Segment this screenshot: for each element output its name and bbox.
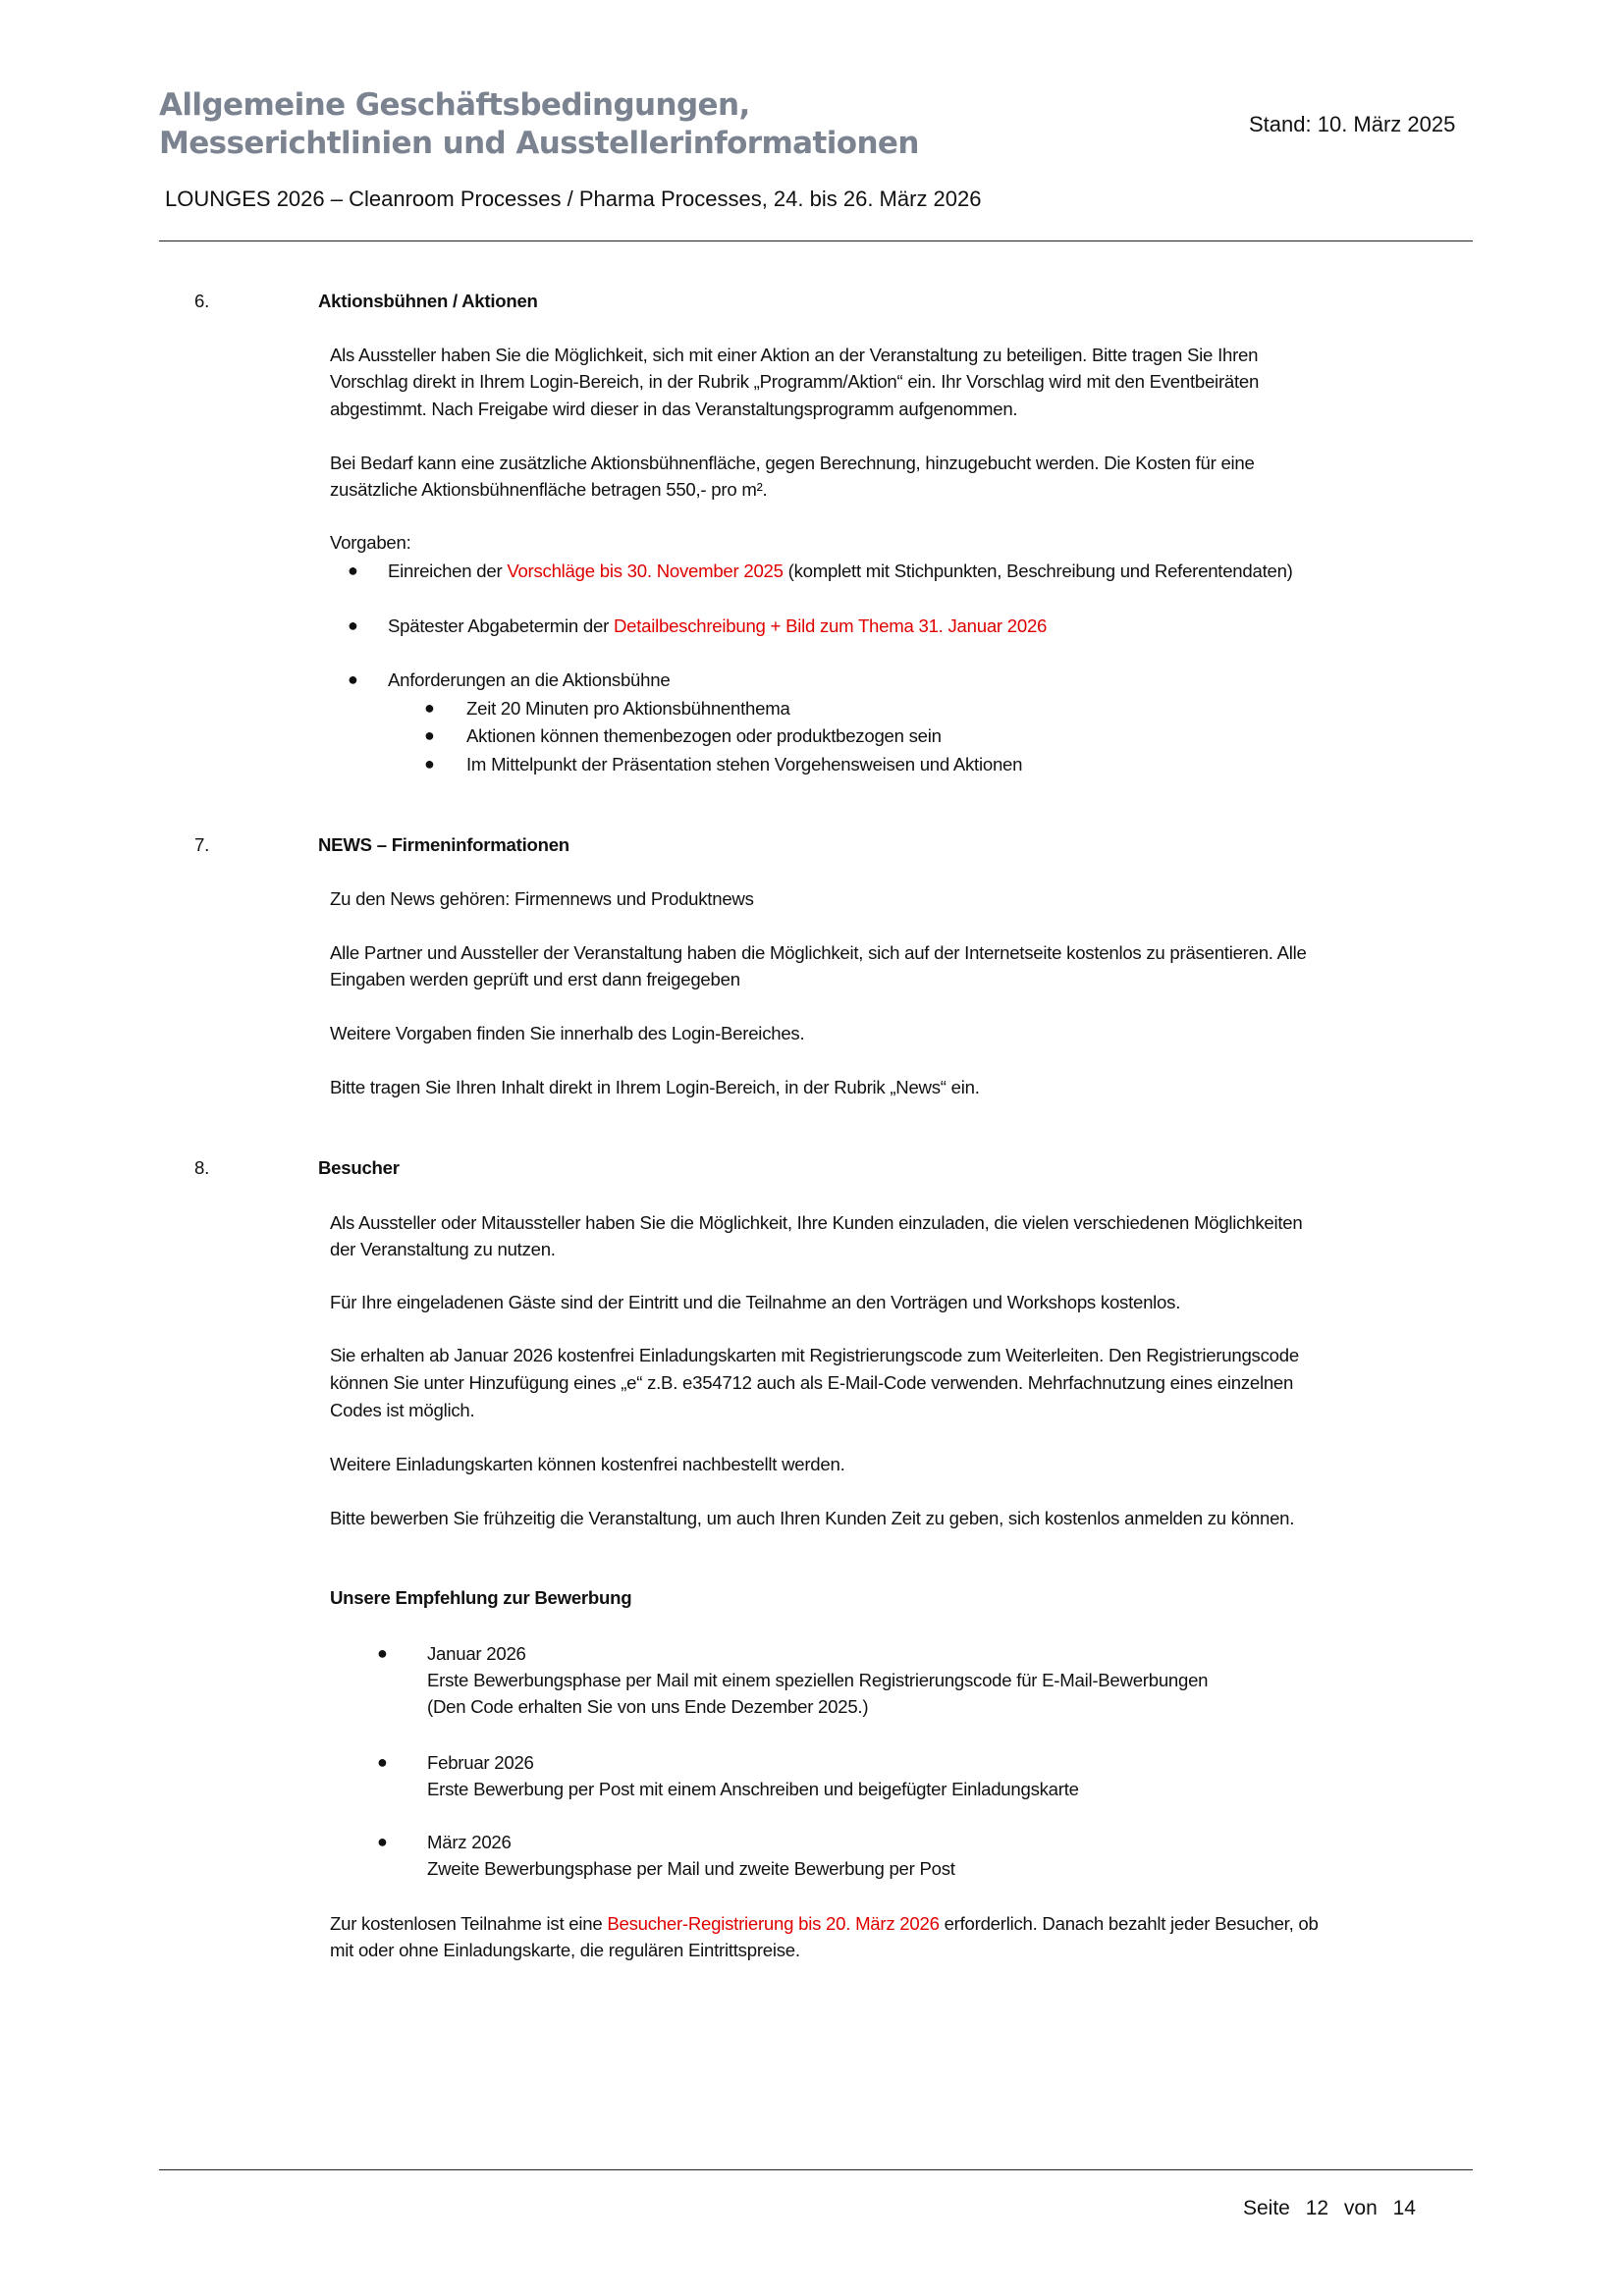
- paragraph-line: Bitte tragen Sie Ihren Inhalt direkt in Ihrem Login-Bereich, in der Rubrik „News“ ein.: [330, 1077, 980, 1097]
- section-heading: Besucher: [318, 1157, 400, 1178]
- text-segment: Zur kostenlosen Teilnahme ist eine: [330, 1913, 608, 1934]
- footer-divider: [159, 2169, 1473, 2170]
- vorgaben-label: Vorgaben:: [330, 532, 411, 553]
- document-title-line-2: Messerichtlinien und Ausstellerinformationen: [159, 126, 919, 161]
- list-item-text: Anforderungen an die Aktionsbühne: [388, 669, 671, 690]
- closing-line: mit oder ohne Einladungskarte, die regulären Eintrittspreise.: [330, 1940, 800, 1960]
- revision-date: Stand: 10. März 2025: [1249, 112, 1456, 136]
- paragraph-line: Für Ihre eingeladenen Gäste sind der Eintritt und die Teilnahme an den Vorträgen und Workshops kostenlos.: [330, 1292, 1181, 1312]
- paragraph-line: Weitere Vorgaben finden Sie innerhalb des Login-Bereiches.: [330, 1023, 805, 1043]
- paragraph-line: abgestimmt. Nach Freigabe wird dieser in das Veranstaltungsprogramm aufgenommen.: [330, 399, 1018, 419]
- text-segment: Spätester Abgabetermin der: [388, 615, 614, 636]
- bullet-icon: ●: [377, 1752, 388, 1772]
- bullet-icon: ●: [377, 1832, 388, 1851]
- section-number: 7.: [194, 834, 210, 855]
- section-heading: NEWS – Firmeninformationen: [318, 834, 569, 855]
- bullet-icon: ●: [348, 615, 358, 635]
- paragraph-line: Als Aussteller haben Sie die Möglichkeit, sich mit einer Aktion an der Veranstaltung zu beteiligen. Bitte tragen Sie Ihren: [330, 345, 1259, 365]
- page-of-label: von: [1343, 2197, 1378, 2219]
- paragraph-line: Eingaben werden geprüft und erst dann freigegeben: [330, 969, 740, 989]
- paragraph-line: Vorschlag direkt in Ihrem Login-Bereich, in der Rubrik „Programm/Aktion“ ein. Ihr Vorschlag wird mit den Eventbeiräten: [330, 371, 1260, 392]
- sub-list-item-text: Aktionen können themenbezogen oder produktbezogen sein: [466, 725, 942, 746]
- list-item-text: [388, 613, 1047, 640]
- paragraph-line: Sie erhalten ab Januar 2026 kostenfrei Einladungskarten mit Registrierungscode zum Weiterleiten. Den Registrierungscode: [330, 1345, 1299, 1365]
- bullet-icon: ●: [424, 754, 435, 774]
- bullet-icon: ●: [424, 725, 435, 745]
- recommendation-heading: Unsere Empfehlung zur Bewerbung: [330, 1587, 632, 1608]
- page-total: 14: [1392, 2197, 1416, 2219]
- closing-line: [330, 1910, 1319, 1938]
- list-item-text: [388, 558, 1293, 585]
- text-segment: (komplett mit Stichpunkten, Beschreibung und Referentendaten): [783, 561, 1293, 581]
- recommendation-month: März 2026: [427, 1832, 512, 1852]
- bullet-icon: ●: [424, 698, 435, 718]
- section-heading: Aktionsbühnen / Aktionen: [318, 291, 538, 311]
- paragraph-line: Bitte bewerben Sie frühzeitig die Veranstaltung, um auch Ihren Kunden Zeit zu geben, sich kostenlos anmelden zu können.: [330, 1508, 1295, 1528]
- text-segment: Einreichen der: [388, 561, 508, 581]
- page-label: Seite: [1243, 2197, 1290, 2219]
- paragraph-line: zusätzliche Aktionsbühnenfläche betragen 550,- pro m².: [330, 479, 768, 500]
- recommendation-line: Erste Bewerbungsphase per Mail mit einem speziellen Registrierungscode für E-Mail-Bewerbungen: [427, 1670, 1209, 1690]
- page-number: [1243, 2197, 1416, 2220]
- paragraph-line: Codes ist möglich.: [330, 1400, 475, 1420]
- recommendation-month: Januar 2026: [427, 1643, 526, 1664]
- paragraph-line: können Sie unter Hinzufügung eines „e“ z.B. e354712 auch als E-Mail-Code verwenden. Mehrfachnutzung eines einzelnen: [330, 1372, 1294, 1393]
- document-title-line-1: Allgemeine Geschäftsbedingungen,: [159, 87, 750, 123]
- highlight-deadline: Vorschläge bis 30. November 2025: [507, 561, 784, 581]
- bullet-icon: ●: [377, 1643, 388, 1663]
- highlight-deadline: Detailbeschreibung + Bild zum Thema 31. Januar 2026: [613, 615, 1048, 636]
- recommendation-line: Zweite Bewerbungsphase per Mail und zweite Bewerbung per Post: [427, 1858, 955, 1879]
- paragraph-line: Bei Bedarf kann eine zusätzliche Aktionsbühnenfläche, gegen Berechnung, hinzugebucht werden. Die Kosten für eine: [330, 453, 1255, 473]
- paragraph-line: Als Aussteller oder Mitaussteller haben Sie die Möglichkeit, Ihre Kunden einzuladen, die vielen verschiedenen Möglichkeiten: [330, 1212, 1303, 1233]
- bullet-icon: ●: [348, 669, 358, 689]
- section-number: 8.: [194, 1157, 210, 1178]
- event-subtitle: LOUNGES 2026 – Cleanroom Processes / Pharma Processes, 24. bis 26. März 2026: [165, 187, 982, 211]
- recommendation-line: Erste Bewerbung per Post mit einem Anschreiben und beigefügter Einladungskarte: [427, 1779, 1079, 1799]
- recommendation-line: (Den Code erhalten Sie von uns Ende Dezember 2025.): [427, 1696, 869, 1717]
- text-segment: erforderlich. Danach bezahlt jeder Besucher, ob: [939, 1913, 1319, 1934]
- recommendation-month: Februar 2026: [427, 1752, 534, 1773]
- page-current: 12: [1305, 2197, 1329, 2219]
- section-number: 6.: [194, 291, 210, 311]
- bullet-icon: ●: [348, 561, 358, 580]
- paragraph-line: der Veranstaltung zu nutzen.: [330, 1239, 556, 1259]
- paragraph-line: Alle Partner und Aussteller der Veranstaltung haben die Möglichkeit, sich auf der Internetseite kostenlos zu präsentieren. Alle: [330, 942, 1307, 963]
- highlight-deadline: Besucher-Registrierung bis 20. März 2026: [607, 1913, 940, 1934]
- paragraph-line: Weitere Einladungskarten können kostenfrei nachbestellt werden.: [330, 1454, 845, 1474]
- paragraph-line: Zu den News gehören: Firmennews und Produktnews: [330, 888, 754, 909]
- sub-list-item-text: Zeit 20 Minuten pro Aktionsbühnenthema: [466, 698, 790, 719]
- sub-list-item-text: Im Mittelpunkt der Präsentation stehen Vorgehensweisen und Aktionen: [466, 754, 1023, 774]
- header-divider: [159, 240, 1473, 241]
